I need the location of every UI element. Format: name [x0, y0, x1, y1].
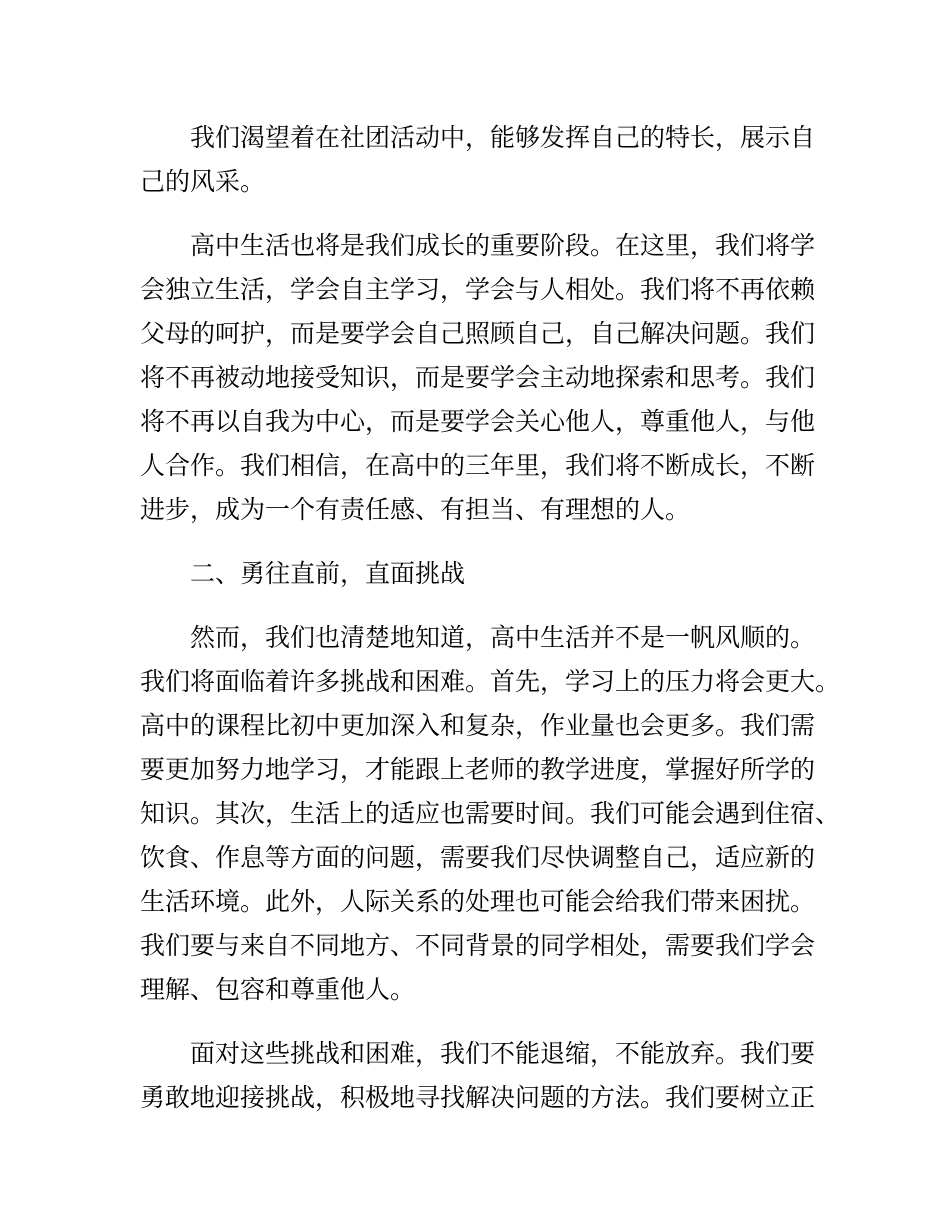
section-heading	[140, 552, 820, 596]
text-line: 将不再被动地接受知识，而是要学会主动地探索和思考。我们	[140, 363, 816, 392]
text-line: 面对这些挑战和困难，我们不能退缩，不能放弃。我们要	[190, 1039, 816, 1068]
text-line: 父母的呵护，而是要学会自己照顾自己，自己解决问题。我们	[140, 319, 816, 348]
text-line: 生活环境。此外，人际关系的处理也可能会给我们带来困扰。	[140, 887, 816, 916]
text-line: 然而，我们也清楚地知道，高中生活并不是一帆风顺的。	[190, 623, 816, 652]
text-line: 饮食、作息等方面的问题，需要我们尽快调整自己，适应新的	[140, 843, 816, 872]
text-line: 理解、包容和尊重他人。	[140, 975, 416, 1004]
paragraph-facing-challenges	[140, 1032, 820, 1120]
text-line: 勇敢地迎接挑战，积极地寻找解决问题的方法。我们要树立正	[140, 1083, 816, 1112]
paragraph-club-activities	[140, 116, 820, 204]
text-line: 将不再以自我为中心，而是要学会关心他人，尊重他人，与他	[140, 407, 816, 436]
text-line: 我们将面临着许多挑战和困难。首先，学习上的压力将会更大。	[140, 667, 841, 696]
text-line: 我们渴望着在社团活动中，能够发挥自己的特长，展示自	[190, 123, 816, 152]
text-line: 会独立生活，学会自主学习，学会与人相处。我们将不再依赖	[140, 275, 816, 304]
text-line: 进步，成为一个有责任感、有担当、有理想的人。	[140, 495, 691, 524]
text-line: 我们要与来自不同地方、不同背景的同学相处，需要我们学会	[140, 931, 816, 960]
text-line: 高中的课程比初中更加深入和复杂，作业量也会更多。我们需	[140, 711, 816, 740]
text-line: 要更加努力地学习，才能跟上老师的教学进度，掌握好所学的	[140, 755, 816, 784]
text-line: 高中生活也将是我们成长的重要阶段。在这里，我们将学	[190, 231, 816, 260]
paragraph-growth-stage	[140, 224, 820, 532]
text-line: 知识。其次，生活上的适应也需要时间。我们可能会遇到住宿、	[140, 799, 841, 828]
document-body	[140, 116, 841, 1140]
text-line: 己的风采。	[140, 167, 266, 196]
text-line: 人合作。我们相信，在高中的三年里，我们将不断成长，不断	[140, 451, 816, 480]
paragraph-challenges	[140, 616, 841, 1012]
heading-line: 二、勇往直前，直面挑战	[190, 559, 466, 588]
